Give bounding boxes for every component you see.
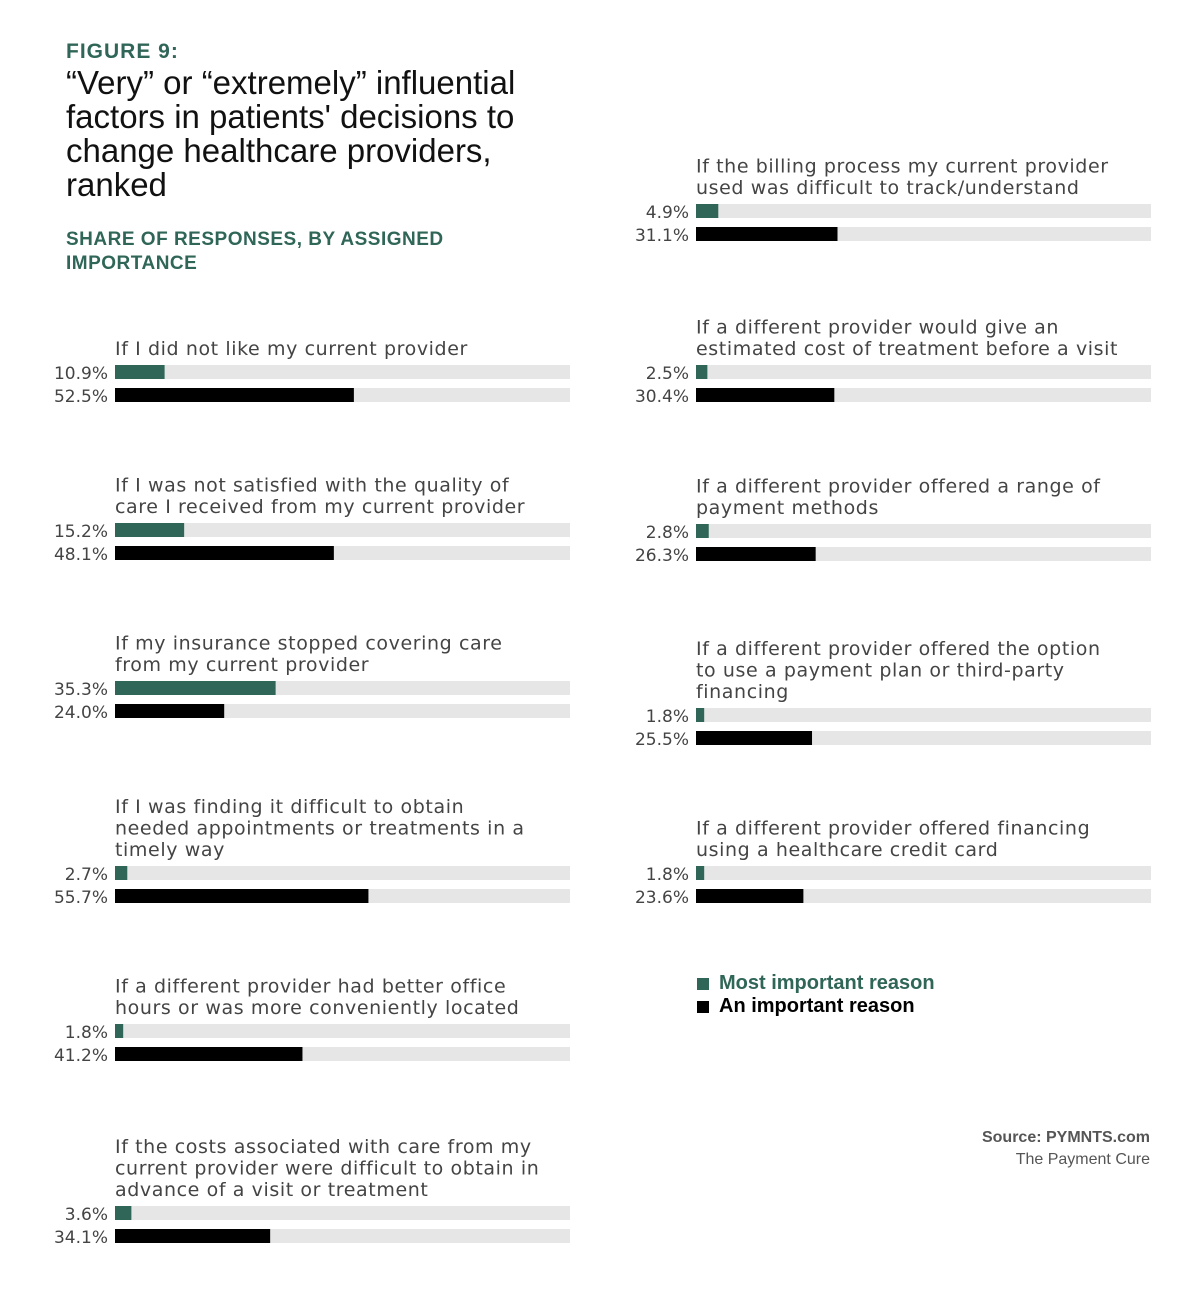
category-label: If I did not like my current provider bbox=[115, 338, 468, 360]
data-label-important: 48.1% bbox=[53, 545, 108, 565]
bar-most-important bbox=[115, 1024, 123, 1038]
legend-swatch-most bbox=[697, 978, 709, 990]
data-label-important: 26.3% bbox=[634, 546, 689, 566]
data-label-most: 1.8% bbox=[64, 1023, 108, 1043]
bar-important bbox=[115, 704, 224, 718]
data-label-important: 41.2% bbox=[53, 1046, 108, 1066]
category-label: If my insurance stopped covering care from my current provider bbox=[115, 632, 503, 676]
data-label-most: 2.5% bbox=[645, 364, 689, 384]
bar-important bbox=[115, 388, 354, 402]
bar-most-important bbox=[115, 1206, 131, 1220]
bar-track bbox=[115, 365, 570, 379]
bar-important bbox=[115, 1229, 270, 1243]
legend bbox=[697, 972, 935, 1018]
bar-important bbox=[696, 388, 834, 402]
data-label-most: 3.6% bbox=[64, 1205, 108, 1225]
data-label-important: 25.5% bbox=[634, 730, 689, 750]
legend-label-important: An important reason bbox=[719, 995, 915, 1017]
data-label-most: 1.8% bbox=[645, 865, 689, 885]
data-label-important: 23.6% bbox=[634, 888, 689, 908]
data-label-important: 52.5% bbox=[53, 387, 108, 407]
bar-most-important bbox=[115, 866, 127, 880]
bar-track bbox=[115, 1024, 570, 1038]
chart-subtitle: SHARE OF RESPONSES, BY ASSIGNED IMPORTANCE bbox=[66, 229, 444, 274]
data-label-important: 24.0% bbox=[53, 703, 108, 723]
data-label-most: 2.8% bbox=[645, 523, 689, 543]
category-label: If a different provider would give an estimated cost of treatment before a visit bbox=[696, 316, 1119, 360]
data-label-most: 1.8% bbox=[645, 707, 689, 727]
bar-important bbox=[696, 227, 838, 241]
figure-label: FIGURE 9: bbox=[66, 40, 179, 63]
source-publication: The Payment Cure bbox=[1015, 1151, 1150, 1168]
bar-important bbox=[696, 889, 803, 903]
bar-most-important bbox=[696, 866, 704, 880]
bar-most-important bbox=[696, 365, 707, 379]
category-label: If a different provider had better office hours or was more conveniently located bbox=[115, 975, 520, 1019]
data-label-important: 34.1% bbox=[53, 1228, 108, 1248]
data-label-most: 2.7% bbox=[64, 865, 108, 885]
bar-track bbox=[696, 866, 1151, 880]
category-label: If the billing process my current provider used was difficult to track/understand bbox=[696, 155, 1109, 199]
bar-important bbox=[696, 547, 816, 561]
category-label: If a different provider offered the option to use a payment plan or third-party financing bbox=[696, 638, 1101, 703]
bar-most-important bbox=[696, 708, 704, 722]
bar-track bbox=[115, 866, 570, 880]
data-label-most: 15.2% bbox=[53, 522, 108, 542]
legend-item-most bbox=[697, 972, 935, 995]
data-label-important: 55.7% bbox=[53, 888, 108, 908]
bar-track bbox=[696, 204, 1151, 218]
bar-important bbox=[696, 731, 812, 745]
bar-track bbox=[696, 708, 1151, 722]
legend-swatch-important bbox=[697, 1001, 709, 1013]
data-label-most: 10.9% bbox=[53, 364, 108, 384]
bar-important bbox=[115, 546, 334, 560]
category-label: If I was finding it difficult to obtain needed appointments or treatments in a timely way bbox=[115, 796, 525, 861]
bar-important bbox=[115, 1047, 302, 1061]
bar-track bbox=[696, 365, 1151, 379]
bar-important bbox=[115, 889, 368, 903]
source-line: Source: PYMNTS.com bbox=[981, 1129, 1150, 1146]
legend-item-important bbox=[697, 995, 935, 1018]
bar-most-important bbox=[696, 524, 709, 538]
bar-most-important bbox=[696, 204, 718, 218]
legend-label-most: Most important reason bbox=[719, 972, 935, 994]
bar-track bbox=[115, 1206, 570, 1220]
bar-most-important bbox=[115, 523, 184, 537]
chart-title: “Very” or “extremely” influential factors in patients' decisions to change healthcare providers, ranked bbox=[66, 64, 516, 203]
source-note bbox=[982, 1127, 1150, 1171]
data-label-most: 4.9% bbox=[645, 203, 689, 223]
bar-track bbox=[696, 524, 1151, 538]
data-label-important: 31.1% bbox=[634, 226, 689, 246]
data-label-most: 35.3% bbox=[53, 680, 108, 700]
category-label: If I was not satisfied with the quality of care I received from my current provider bbox=[115, 474, 526, 518]
category-label: If a different provider offered financing using a healthcare credit card bbox=[696, 817, 1091, 861]
data-label-important: 30.4% bbox=[634, 387, 689, 407]
category-label: If a different provider offered a range of payment methods bbox=[696, 475, 1101, 519]
bar-most-important bbox=[115, 681, 276, 695]
bar-most-important bbox=[115, 365, 165, 379]
category-label: If the costs associated with care from my current provider were difficult to obtain in advance of a visit or treatment bbox=[115, 1136, 540, 1201]
